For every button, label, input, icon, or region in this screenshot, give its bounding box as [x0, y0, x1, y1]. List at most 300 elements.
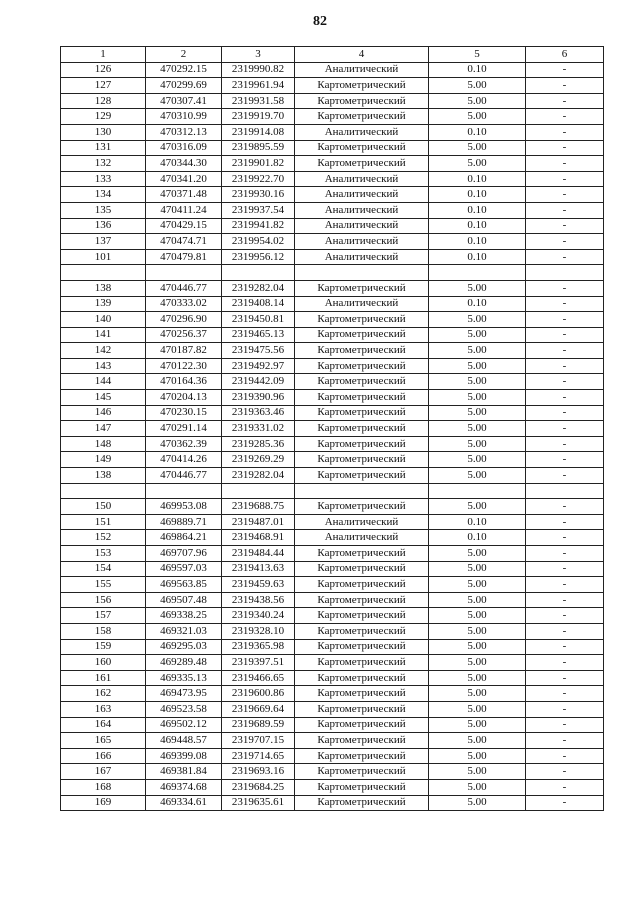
y-coordinate-cell: 2319390.96 — [222, 390, 295, 406]
point-number-cell: 157 — [61, 608, 146, 624]
method-cell: Картометрический — [295, 577, 429, 593]
point-number-cell: 145 — [61, 390, 146, 406]
y-coordinate-cell: 2319363.46 — [222, 405, 295, 421]
x-coordinate-cell: 470310.99 — [146, 109, 222, 125]
table-row — [61, 795, 604, 811]
x-coordinate-cell: 470204.13 — [146, 390, 222, 406]
method-cell: Картометрический — [295, 701, 429, 717]
note-cell: - — [526, 655, 604, 671]
accuracy-cell: 5.00 — [429, 390, 526, 406]
accuracy-cell: 5.00 — [429, 312, 526, 328]
method-cell: Аналитический — [295, 514, 429, 530]
table-row — [61, 358, 604, 374]
method-cell: Картометрический — [295, 546, 429, 562]
point-number-cell: 141 — [61, 327, 146, 343]
x-coordinate-cell: 469448.57 — [146, 733, 222, 749]
point-number-cell: 148 — [61, 436, 146, 452]
method-cell: Картометрический — [295, 390, 429, 406]
point-number-cell: 129 — [61, 109, 146, 125]
point-number-cell: 130 — [61, 124, 146, 140]
x-coordinate-cell: 469889.71 — [146, 514, 222, 530]
x-coordinate-cell: 470474.71 — [146, 234, 222, 250]
y-coordinate-cell: 2319466.65 — [222, 670, 295, 686]
accuracy-cell: 5.00 — [429, 639, 526, 655]
y-coordinate-cell: 2319707.15 — [222, 733, 295, 749]
method-cell: Аналитический — [295, 296, 429, 312]
accuracy-cell: 5.00 — [429, 421, 526, 437]
point-number-cell: 164 — [61, 717, 146, 733]
accuracy-cell: 0.10 — [429, 249, 526, 265]
table-row — [61, 670, 604, 686]
x-coordinate-cell: 469295.03 — [146, 639, 222, 655]
x-coordinate-cell: 470479.81 — [146, 249, 222, 265]
method-cell: Аналитический — [295, 202, 429, 218]
accuracy-cell: 0.10 — [429, 530, 526, 546]
point-number-cell: 150 — [61, 499, 146, 515]
x-coordinate-cell — [146, 265, 222, 281]
method-cell: Аналитический — [295, 171, 429, 187]
accuracy-cell: 5.00 — [429, 405, 526, 421]
point-number-cell: 158 — [61, 623, 146, 639]
note-cell: - — [526, 733, 604, 749]
table-row — [61, 312, 604, 328]
table-row — [61, 109, 604, 125]
y-coordinate-cell: 2319714.65 — [222, 748, 295, 764]
note-cell: - — [526, 109, 604, 125]
point-number-cell: 167 — [61, 764, 146, 780]
y-coordinate-cell: 2319931.58 — [222, 93, 295, 109]
accuracy-cell: 0.10 — [429, 171, 526, 187]
note-cell: - — [526, 686, 604, 702]
y-coordinate-cell — [222, 265, 295, 281]
table-row — [61, 343, 604, 359]
x-coordinate-cell: 470414.26 — [146, 452, 222, 468]
note-cell: - — [526, 717, 604, 733]
column-header: 5 — [429, 47, 526, 63]
method-cell — [295, 265, 429, 281]
y-coordinate-cell: 2319459.63 — [222, 577, 295, 593]
accuracy-cell — [429, 265, 526, 281]
y-coordinate-cell: 2319688.75 — [222, 499, 295, 515]
table-row — [61, 514, 604, 530]
y-coordinate-cell: 2319961.94 — [222, 78, 295, 94]
table-row — [61, 686, 604, 702]
x-coordinate-cell: 469502.12 — [146, 717, 222, 733]
y-coordinate-cell: 2319919.70 — [222, 109, 295, 125]
x-coordinate-cell: 470122.30 — [146, 358, 222, 374]
table-row — [61, 592, 604, 608]
x-coordinate-cell: 470187.82 — [146, 343, 222, 359]
table-row — [61, 779, 604, 795]
accuracy-cell: 5.00 — [429, 686, 526, 702]
table-row — [61, 546, 604, 562]
x-coordinate-cell: 470371.48 — [146, 187, 222, 203]
y-coordinate-cell: 2319438.56 — [222, 592, 295, 608]
y-coordinate-cell: 2319413.63 — [222, 561, 295, 577]
table-row — [61, 436, 604, 452]
x-coordinate-cell: 469381.84 — [146, 764, 222, 780]
accuracy-cell: 5.00 — [429, 795, 526, 811]
table-row — [61, 561, 604, 577]
accuracy-cell: 5.00 — [429, 670, 526, 686]
x-coordinate-cell: 470230.15 — [146, 405, 222, 421]
method-cell: Аналитический — [295, 218, 429, 234]
point-number-cell: 168 — [61, 779, 146, 795]
table-row — [61, 374, 604, 390]
accuracy-cell: 0.10 — [429, 234, 526, 250]
method-cell: Картометрический — [295, 499, 429, 515]
accuracy-cell: 5.00 — [429, 592, 526, 608]
note-cell: - — [526, 187, 604, 203]
x-coordinate-cell: 470296.90 — [146, 312, 222, 328]
note-cell: - — [526, 608, 604, 624]
table-row — [61, 62, 604, 78]
y-coordinate-cell: 2319269.29 — [222, 452, 295, 468]
accuracy-cell: 5.00 — [429, 327, 526, 343]
point-number-cell: 138 — [61, 280, 146, 296]
note-cell: - — [526, 748, 604, 764]
x-coordinate-cell: 469399.08 — [146, 748, 222, 764]
note-cell: - — [526, 171, 604, 187]
method-cell: Картометрический — [295, 343, 429, 359]
point-number-cell: 137 — [61, 234, 146, 250]
method-cell: Картометрический — [295, 280, 429, 296]
table-row — [61, 717, 604, 733]
y-coordinate-cell: 2319941.82 — [222, 218, 295, 234]
accuracy-cell: 5.00 — [429, 468, 526, 484]
point-number-cell: 142 — [61, 343, 146, 359]
note-cell: - — [526, 156, 604, 172]
page-number: 82 — [313, 14, 327, 29]
x-coordinate-cell: 469473.95 — [146, 686, 222, 702]
table-row — [61, 140, 604, 156]
accuracy-cell: 5.00 — [429, 436, 526, 452]
point-number-cell: 131 — [61, 140, 146, 156]
note-cell: - — [526, 374, 604, 390]
y-coordinate-cell: 2319895.59 — [222, 140, 295, 156]
method-cell — [295, 483, 429, 499]
method-cell: Картометрический — [295, 358, 429, 374]
accuracy-cell: 5.00 — [429, 546, 526, 562]
table-row — [61, 577, 604, 593]
y-coordinate-cell: 2319397.51 — [222, 655, 295, 671]
method-cell: Аналитический — [295, 249, 429, 265]
note-cell: - — [526, 93, 604, 109]
point-number-cell: 144 — [61, 374, 146, 390]
point-number-cell: 159 — [61, 639, 146, 655]
method-cell: Картометрический — [295, 592, 429, 608]
x-coordinate-cell: 470411.24 — [146, 202, 222, 218]
accuracy-cell: 5.00 — [429, 452, 526, 468]
note-cell: - — [526, 577, 604, 593]
table-row — [61, 405, 604, 421]
y-coordinate-cell: 2319487.01 — [222, 514, 295, 530]
accuracy-cell: 5.00 — [429, 156, 526, 172]
x-coordinate-cell: 470344.30 — [146, 156, 222, 172]
point-number-cell: 156 — [61, 592, 146, 608]
point-number-cell: 139 — [61, 296, 146, 312]
note-cell: - — [526, 436, 604, 452]
note-cell: - — [526, 779, 604, 795]
accuracy-cell: 0.10 — [429, 124, 526, 140]
accuracy-cell: 5.00 — [429, 140, 526, 156]
note-cell: - — [526, 639, 604, 655]
note-cell: - — [526, 452, 604, 468]
y-coordinate-cell: 2319365.98 — [222, 639, 295, 655]
x-coordinate-cell: 470299.69 — [146, 78, 222, 94]
note-cell: - — [526, 764, 604, 780]
table-row — [61, 327, 604, 343]
point-number-cell: 140 — [61, 312, 146, 328]
y-coordinate-cell: 2319693.16 — [222, 764, 295, 780]
note-cell: - — [526, 62, 604, 78]
method-cell: Аналитический — [295, 187, 429, 203]
table-row — [61, 733, 604, 749]
note-cell: - — [526, 343, 604, 359]
note-cell: - — [526, 701, 604, 717]
point-number-cell: 127 — [61, 78, 146, 94]
x-coordinate-cell: 470316.09 — [146, 140, 222, 156]
method-cell: Картометрический — [295, 655, 429, 671]
y-coordinate-cell: 2319340.24 — [222, 608, 295, 624]
method-cell: Картометрический — [295, 795, 429, 811]
method-cell: Картометрический — [295, 436, 429, 452]
x-coordinate-cell: 469321.03 — [146, 623, 222, 639]
point-number-cell: 143 — [61, 358, 146, 374]
accuracy-cell: 5.00 — [429, 779, 526, 795]
method-cell: Картометрический — [295, 717, 429, 733]
method-cell: Картометрический — [295, 405, 429, 421]
table-row — [61, 171, 604, 187]
point-number-cell: 134 — [61, 187, 146, 203]
table-row — [61, 499, 604, 515]
y-coordinate-cell: 2319408.14 — [222, 296, 295, 312]
y-coordinate-cell: 2319328.10 — [222, 623, 295, 639]
x-coordinate-cell — [146, 483, 222, 499]
note-cell: - — [526, 202, 604, 218]
y-coordinate-cell: 2319331.02 — [222, 421, 295, 437]
point-number-cell: 163 — [61, 701, 146, 717]
table-row — [61, 623, 604, 639]
note-cell: - — [526, 249, 604, 265]
note-cell: - — [526, 312, 604, 328]
x-coordinate-cell: 469953.08 — [146, 499, 222, 515]
y-coordinate-cell: 2319669.64 — [222, 701, 295, 717]
accuracy-cell: 0.10 — [429, 187, 526, 203]
method-cell: Аналитический — [295, 530, 429, 546]
x-coordinate-cell: 470341.20 — [146, 171, 222, 187]
note-cell: - — [526, 327, 604, 343]
note-cell — [526, 265, 604, 281]
x-coordinate-cell: 470291.14 — [146, 421, 222, 437]
method-cell: Картометрический — [295, 623, 429, 639]
table-header — [61, 47, 604, 63]
accuracy-cell: 5.00 — [429, 561, 526, 577]
accuracy-cell: 0.10 — [429, 514, 526, 530]
x-coordinate-cell: 469707.96 — [146, 546, 222, 562]
y-coordinate-cell: 2319285.36 — [222, 436, 295, 452]
method-cell: Картометрический — [295, 374, 429, 390]
point-number-cell — [61, 265, 146, 281]
y-coordinate-cell: 2319282.04 — [222, 468, 295, 484]
y-coordinate-cell: 2319600.86 — [222, 686, 295, 702]
table-row — [61, 639, 604, 655]
point-number-cell: 151 — [61, 514, 146, 530]
method-cell: Картометрический — [295, 764, 429, 780]
x-coordinate-cell: 469334.61 — [146, 795, 222, 811]
table-row — [61, 421, 604, 437]
y-coordinate-cell: 2319689.59 — [222, 717, 295, 733]
method-cell: Картометрический — [295, 639, 429, 655]
x-coordinate-cell: 469374.68 — [146, 779, 222, 795]
accuracy-cell: 5.00 — [429, 608, 526, 624]
table-row — [61, 234, 604, 250]
point-number-cell: 126 — [61, 62, 146, 78]
x-coordinate-cell: 470256.37 — [146, 327, 222, 343]
x-coordinate-cell: 470446.77 — [146, 468, 222, 484]
y-coordinate-cell: 2319914.08 — [222, 124, 295, 140]
note-cell: - — [526, 468, 604, 484]
point-number-cell: 132 — [61, 156, 146, 172]
point-number-cell: 149 — [61, 452, 146, 468]
column-header: 3 — [222, 47, 295, 63]
note-cell: - — [526, 514, 604, 530]
method-cell: Картометрический — [295, 140, 429, 156]
point-number-cell: 161 — [61, 670, 146, 686]
accuracy-cell: 0.10 — [429, 62, 526, 78]
note-cell: - — [526, 670, 604, 686]
x-coordinate-cell: 469335.13 — [146, 670, 222, 686]
point-number-cell: 166 — [61, 748, 146, 764]
note-cell: - — [526, 421, 604, 437]
method-cell: Картометрический — [295, 608, 429, 624]
y-coordinate-cell: 2319922.70 — [222, 171, 295, 187]
method-cell: Картометрический — [295, 78, 429, 94]
method-cell: Картометрический — [295, 312, 429, 328]
accuracy-cell: 5.00 — [429, 280, 526, 296]
x-coordinate-cell: 470312.13 — [146, 124, 222, 140]
method-cell: Картометрический — [295, 686, 429, 702]
method-cell: Картометрический — [295, 733, 429, 749]
table-row — [61, 296, 604, 312]
method-cell: Картометрический — [295, 93, 429, 109]
y-coordinate-cell: 2319954.02 — [222, 234, 295, 250]
table-row — [61, 124, 604, 140]
method-cell: Картометрический — [295, 779, 429, 795]
x-coordinate-cell: 469338.25 — [146, 608, 222, 624]
note-cell: - — [526, 530, 604, 546]
note-cell: - — [526, 124, 604, 140]
y-coordinate-cell: 2319937.54 — [222, 202, 295, 218]
y-coordinate-cell: 2319282.04 — [222, 280, 295, 296]
accuracy-cell: 5.00 — [429, 499, 526, 515]
table-row — [61, 452, 604, 468]
y-coordinate-cell: 2319465.13 — [222, 327, 295, 343]
note-cell: - — [526, 499, 604, 515]
point-number-cell: 128 — [61, 93, 146, 109]
method-cell: Картометрический — [295, 561, 429, 577]
x-coordinate-cell: 469507.48 — [146, 592, 222, 608]
point-number-cell: 155 — [61, 577, 146, 593]
x-coordinate-cell: 469289.48 — [146, 655, 222, 671]
point-number-cell: 147 — [61, 421, 146, 437]
y-coordinate-cell: 2319684.25 — [222, 779, 295, 795]
note-cell: - — [526, 561, 604, 577]
y-coordinate-cell: 2319930.16 — [222, 187, 295, 203]
table-row — [61, 390, 604, 406]
accuracy-cell: 0.10 — [429, 218, 526, 234]
table-row — [61, 483, 604, 499]
method-cell: Картометрический — [295, 670, 429, 686]
accuracy-cell: 5.00 — [429, 748, 526, 764]
x-coordinate-cell: 470307.41 — [146, 93, 222, 109]
method-cell: Картометрический — [295, 748, 429, 764]
accuracy-cell: 0.10 — [429, 296, 526, 312]
y-coordinate-cell: 2319450.81 — [222, 312, 295, 328]
y-coordinate-cell: 2319442.09 — [222, 374, 295, 390]
note-cell: - — [526, 623, 604, 639]
note-cell: - — [526, 390, 604, 406]
x-coordinate-cell: 470292.15 — [146, 62, 222, 78]
x-coordinate-cell: 470333.02 — [146, 296, 222, 312]
accuracy-cell: 5.00 — [429, 78, 526, 94]
table-row — [61, 249, 604, 265]
y-coordinate-cell: 2319475.56 — [222, 343, 295, 359]
method-cell: Картометрический — [295, 468, 429, 484]
column-header: 4 — [295, 47, 429, 63]
method-cell: Картометрический — [295, 421, 429, 437]
table-row — [61, 218, 604, 234]
accuracy-cell: 5.00 — [429, 701, 526, 717]
method-cell: Картометрический — [295, 109, 429, 125]
point-number-cell: 154 — [61, 561, 146, 577]
column-header: 2 — [146, 47, 222, 63]
note-cell: - — [526, 234, 604, 250]
table-row — [61, 655, 604, 671]
point-number-cell: 138 — [61, 468, 146, 484]
note-cell: - — [526, 140, 604, 156]
note-cell: - — [526, 296, 604, 312]
method-cell: Картометрический — [295, 452, 429, 468]
accuracy-cell: 5.00 — [429, 764, 526, 780]
table-row — [61, 530, 604, 546]
accuracy-cell — [429, 483, 526, 499]
y-coordinate-cell: 2319484.44 — [222, 546, 295, 562]
coordinates-table — [60, 46, 604, 811]
y-coordinate-cell — [222, 483, 295, 499]
accuracy-cell: 5.00 — [429, 717, 526, 733]
x-coordinate-cell: 469597.03 — [146, 561, 222, 577]
note-cell: - — [526, 78, 604, 94]
note-cell: - — [526, 405, 604, 421]
note-cell: - — [526, 358, 604, 374]
x-coordinate-cell: 469563.85 — [146, 577, 222, 593]
x-coordinate-cell: 470429.15 — [146, 218, 222, 234]
accuracy-cell: 5.00 — [429, 109, 526, 125]
point-number-cell: 152 — [61, 530, 146, 546]
point-number-cell: 160 — [61, 655, 146, 671]
y-coordinate-cell: 2319956.12 — [222, 249, 295, 265]
accuracy-cell: 5.00 — [429, 374, 526, 390]
point-number-cell: 135 — [61, 202, 146, 218]
point-number-cell: 146 — [61, 405, 146, 421]
x-coordinate-cell: 469864.21 — [146, 530, 222, 546]
point-number-cell: 165 — [61, 733, 146, 749]
x-coordinate-cell: 470164.36 — [146, 374, 222, 390]
note-cell: - — [526, 546, 604, 562]
y-coordinate-cell: 2319468.91 — [222, 530, 295, 546]
x-coordinate-cell: 470362.39 — [146, 436, 222, 452]
